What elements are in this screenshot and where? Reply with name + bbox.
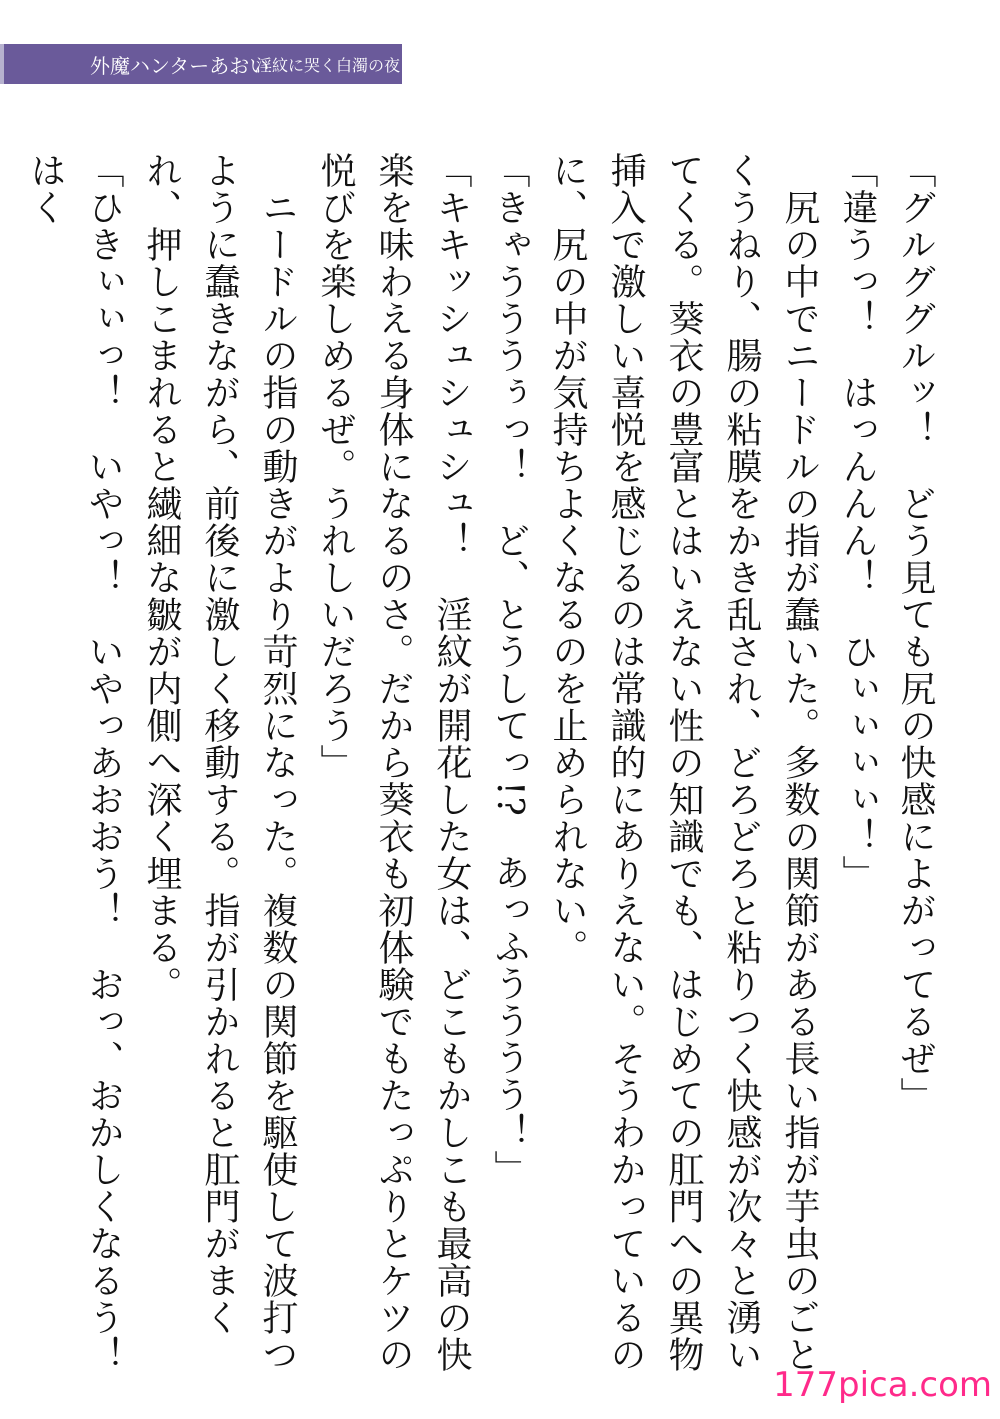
chapter-subtitle: 淫紋に哭く白濁の夜 [256, 56, 401, 75]
paragraph: ニードルの指の動きがより苛烈になった。複数の関節を駆使して波打つように蠢きながら、前後に激しく移動する。指が引かれると肛門がまくれ、押しこまれると繊細な皺が内側へ深く埋まる。 [141, 152, 298, 1373]
paragraph: 「グルググルッ！ どう見ても尻の快感によがってるぜ」 [895, 152, 936, 1114]
running-header [0, 44, 402, 84]
paragraph: 「キキッシュシュシュ！ 淫紋が開花した女は、どこもかしこも最高の快楽を味わえる身体になるのさ。だから葵衣も初体験でもたっぷりとケツの悦びを楽しめるぜ。うれしいだろう」 [315, 152, 472, 1373]
book-title: 外魔ハンターあおい [90, 54, 270, 78]
paragraph: 「ひきぃぃっ！ いやっ！ いやっあおおう！ おっ、おかしくなるう！ はく [25, 152, 124, 1410]
paragraph: 「きゃうううぅっ！ ど、とうしてっ!? あっふうううう！」 [489, 152, 530, 1187]
paragraph: 「違うっ！ はっんんん！ ひぃぃぃぃ！」 [837, 152, 878, 892]
paragraph: 尻の中でニードルの指が蠢いた。多数の関節がある長い指が芋虫のごとくうねり、腸の粘膜をかき乱され、どろどろと粘りつく快感が次々と湧いてくる。葵衣の豊富とはいえない性の知識でも、はじめての肛門への異物挿入で激しい喜悦を感じるのは常識的にありえない。そうわかっているのに、尻の中が気持ちよくなるのを止められない。 [547, 152, 820, 1373]
site-watermark: 177pica.com [773, 1365, 992, 1405]
